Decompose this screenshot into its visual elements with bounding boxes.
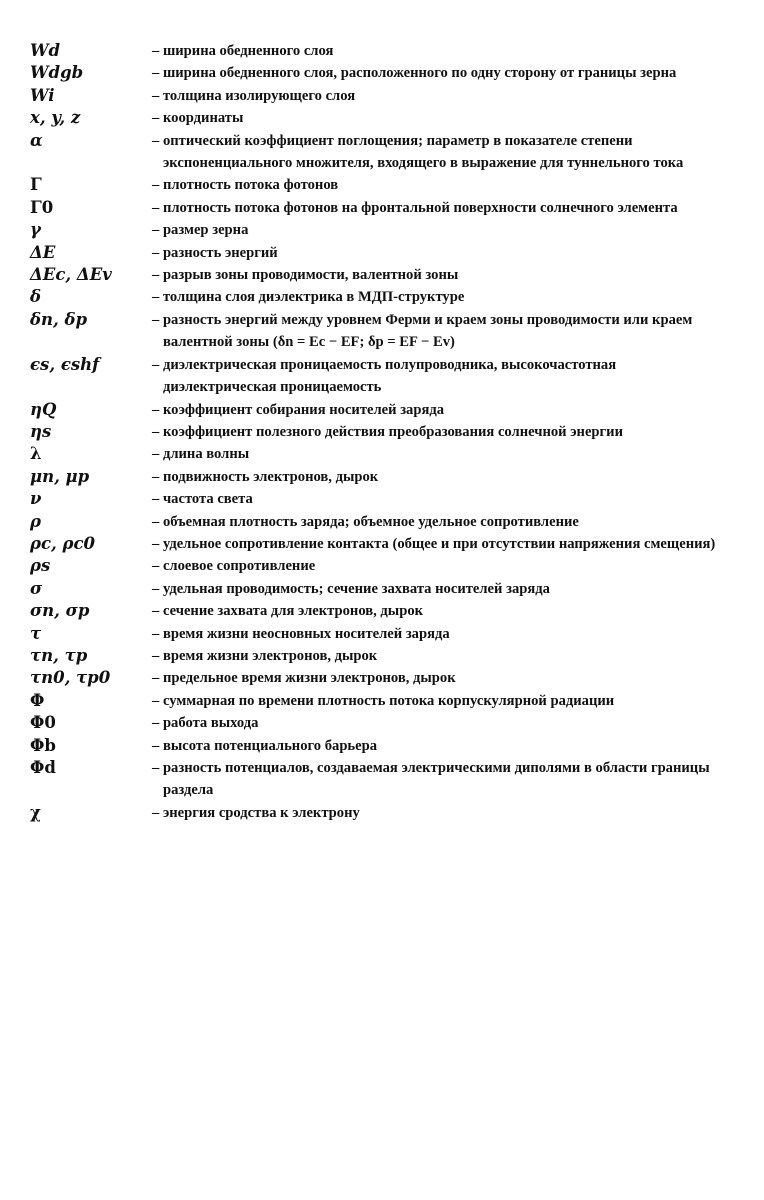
definition: – коэффициент полезного действия преобразования солнечной энергии (152, 423, 623, 440)
symbol-entry (30, 62, 730, 84)
definition: – частота света (152, 491, 253, 508)
symbol-entry (30, 667, 730, 689)
symbol-entry (30, 219, 730, 241)
symbol-entry (30, 533, 730, 555)
symbol: τ (30, 623, 42, 643)
symbol-entry (30, 712, 730, 734)
symbol-list (30, 40, 730, 824)
definition: – разность энергий (152, 244, 278, 261)
symbol-entry (30, 421, 730, 443)
definition: – координаты (152, 110, 244, 127)
definition: – толщина изолирующего слоя (152, 87, 356, 104)
symbol-entry (30, 174, 730, 196)
definition: – слоевое сопротивление (152, 558, 316, 575)
symbol: ρc, ρc0 (30, 533, 96, 553)
definition: – разность потенциалов, создаваемая электрическими диполями в области границы раздела (152, 760, 710, 799)
symbol: τn0, τp0 (30, 668, 111, 688)
symbol: ν (30, 489, 42, 509)
definition: – работа выхода (152, 715, 259, 732)
definition: – плотность потока фотонов на фронтальной поверхности солнечного элемента (152, 199, 678, 216)
symbol: Wdgb (30, 63, 84, 83)
definition: – толщина слоя диэлектрика в МДП-структуре (152, 289, 465, 306)
symbol: ρ (30, 511, 41, 531)
symbol-entry (30, 399, 730, 421)
symbol-entry (30, 309, 730, 354)
symbol: Φb (30, 735, 56, 755)
symbol-entry (30, 40, 730, 62)
definition: – диэлектрическая проницаемость полупроводника, высокочастотная диэлектрическая проницаемость (152, 356, 617, 396)
symbol-entry (30, 511, 730, 533)
symbol-entry (30, 85, 730, 107)
symbol: ΔE (30, 242, 56, 262)
definition: – высота потенциального барьера (152, 737, 378, 754)
symbol: δn, δp (30, 309, 88, 329)
symbol-entry (30, 578, 730, 600)
definition: – размер зерна (152, 222, 249, 239)
symbol-entry (30, 645, 730, 667)
symbol-entry (30, 623, 730, 645)
symbol-entry (30, 466, 730, 488)
symbol-entry (30, 264, 730, 286)
symbol-entry (30, 130, 730, 175)
definition: – время жизни неосновных носителей заряда (152, 625, 450, 642)
symbol: τn, τp (30, 645, 88, 665)
definition: – удельное сопротивление контакта (общее и при отсутствии напряжения смещения) (152, 535, 716, 552)
definition: – длина волны (152, 446, 250, 463)
symbol-entry (30, 488, 730, 510)
symbol: μn, μp (30, 466, 90, 486)
symbol: Γ0 (30, 197, 54, 217)
definition: – разность энергий между уровнем Ферми и краем зоны проводимости или краем валентной зоны (δn = Ec − EF; δp = EF − Ev) (152, 311, 693, 351)
symbol-entry (30, 443, 730, 465)
symbol: x, y, z (30, 108, 81, 128)
symbol: σ (30, 578, 43, 598)
symbol: ϵs, ϵshf (30, 354, 100, 374)
symbol: Wi (30, 85, 55, 105)
definition: – коэффициент собирания носителей заряда (152, 401, 445, 418)
symbol: σn, σp (30, 601, 90, 621)
symbol-entry (30, 555, 730, 577)
definition: – подвижность электронов, дырок (152, 468, 379, 485)
symbol: ηQ (30, 399, 57, 419)
definition: – объемная плотность заряда; объемное удельное сопротивление (152, 513, 579, 530)
definition: – оптический коэффициент поглощения; параметр в показателе степени экспоненциального множителя, входящего в выражение для туннельного тока (152, 132, 684, 172)
definition: – удельная проводимость; сечение захвата носителей заряда (152, 580, 550, 597)
symbol-entry (30, 354, 730, 399)
symbol: δ (30, 287, 42, 307)
symbol: χ (30, 802, 41, 822)
definition: – сечение захвата для электронов, дырок (152, 603, 424, 620)
symbol: Φd (30, 758, 56, 777)
definition: – энергия сродства к электрону (152, 804, 360, 821)
symbol: λ (30, 444, 42, 464)
symbol-entry (30, 107, 730, 129)
symbol: γ (30, 220, 41, 240)
symbol-entry (30, 286, 730, 308)
symbol-entry (30, 197, 730, 219)
symbol-entry (30, 690, 730, 712)
symbol: ηs (30, 421, 52, 441)
symbol: ρs (30, 556, 51, 576)
symbol: Γ (30, 175, 42, 195)
symbol: Φ (30, 690, 45, 710)
symbol-entry (30, 735, 730, 757)
definition: – ширина обедненного слоя, расположенного по одну сторону от границы зерна (152, 65, 677, 82)
symbol-entry (30, 802, 730, 824)
symbol: ΔEc, ΔEv (30, 265, 112, 285)
definition: – разрыв зоны проводимости, валентной зоны (152, 267, 459, 284)
symbol: Wd (30, 41, 61, 60)
definition: – суммарная по времени плотность потока корпускулярной радиации (152, 692, 615, 709)
definition: – время жизни электронов, дырок (152, 647, 378, 664)
symbol-entry (30, 600, 730, 622)
symbol-entry (30, 242, 730, 264)
symbol: α (30, 130, 43, 150)
definition: – ширина обедненного слоя (152, 43, 334, 59)
symbol: Φ0 (30, 713, 56, 733)
definition: – предельное время жизни электронов, дырок (152, 670, 456, 687)
definition: – плотность потока фотонов (152, 177, 339, 194)
symbol-entry (30, 757, 730, 802)
